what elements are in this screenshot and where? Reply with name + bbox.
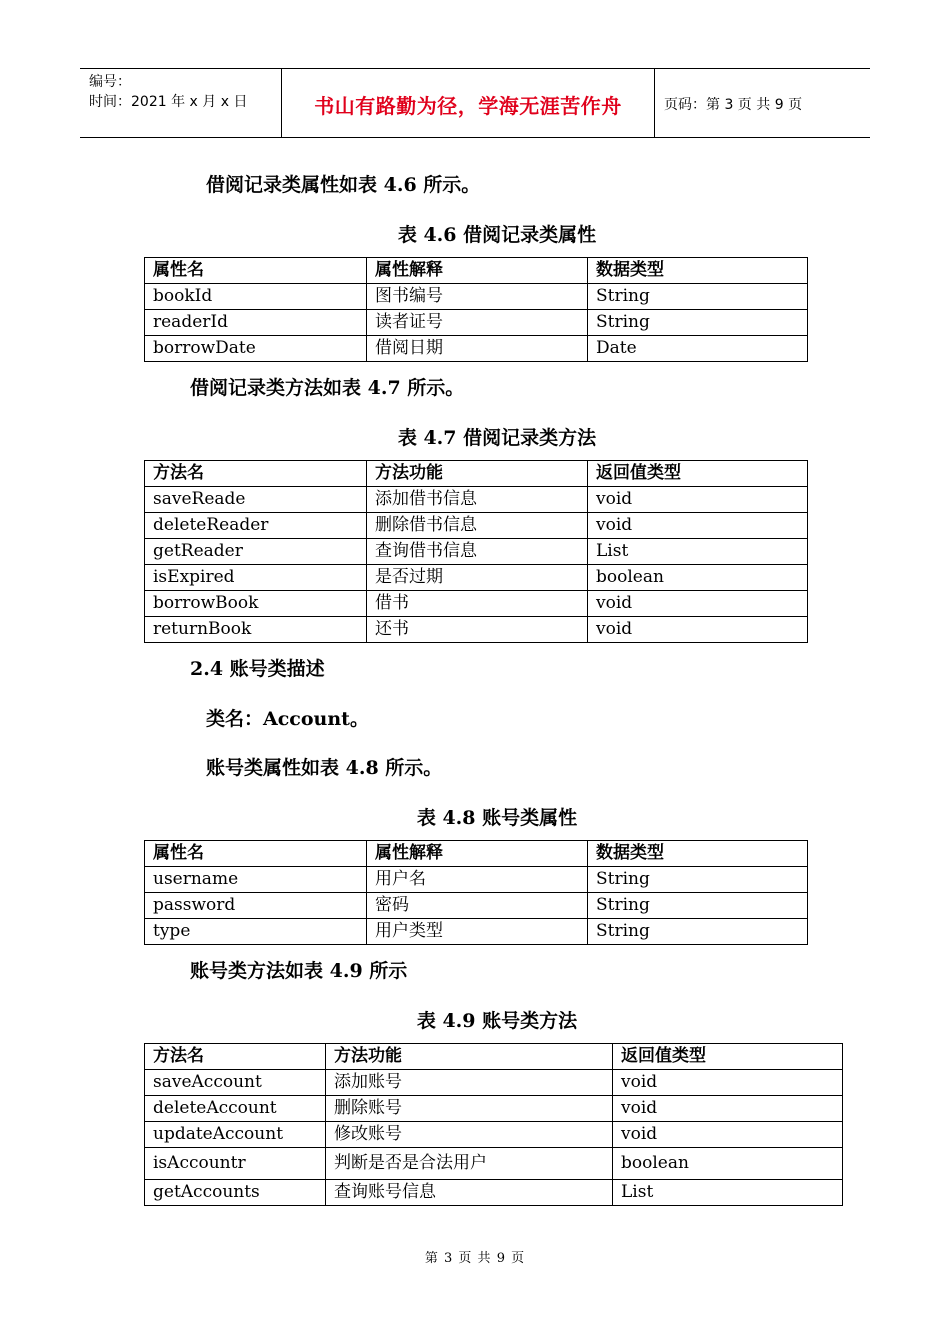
motto: 书山有路勤为径，学海无涯苦作舟 bbox=[314, 94, 622, 118]
table-cell: 用户类型 bbox=[367, 919, 588, 945]
table-cell: 借书 bbox=[367, 591, 588, 617]
table-row bbox=[145, 1148, 843, 1180]
table-cell: 查询账号信息 bbox=[326, 1180, 613, 1206]
table-cell: saveAccount bbox=[145, 1070, 326, 1096]
table-cell: 添加借书信息 bbox=[367, 487, 588, 513]
table-cell: 还书 bbox=[367, 617, 588, 643]
sec1-intro: 借阅记录类属性如表 4.6 所示。 bbox=[206, 174, 481, 196]
table-cell: isAccountr bbox=[145, 1148, 326, 1180]
table-cell: List bbox=[613, 1180, 843, 1206]
table-row bbox=[145, 919, 808, 945]
sec4-caption: 表 4.9 账号类方法 bbox=[416, 1010, 578, 1032]
table-cell: void bbox=[588, 487, 808, 513]
table-cell: void bbox=[588, 617, 808, 643]
table-cell: getAccounts bbox=[145, 1180, 326, 1206]
table-cell: 查询借书信息 bbox=[367, 539, 588, 565]
table-row bbox=[145, 539, 808, 565]
table-row bbox=[145, 867, 808, 893]
table-cell: username bbox=[145, 867, 367, 893]
table-cell: List bbox=[588, 539, 808, 565]
table-header-row bbox=[145, 841, 808, 867]
table-cell: void bbox=[588, 513, 808, 539]
table-cell: String bbox=[588, 310, 808, 336]
table-cell: type bbox=[145, 919, 367, 945]
table-cell: void bbox=[613, 1096, 843, 1122]
table-row bbox=[145, 1180, 843, 1206]
date-line: 时间：2021 年 x 月 x 日 bbox=[89, 94, 248, 110]
column-header: 属性名 bbox=[145, 841, 367, 867]
table-cell: password bbox=[145, 893, 367, 919]
page-info: 页码：第 3 页 共 9 页 bbox=[664, 97, 803, 113]
column-header: 属性解释 bbox=[367, 841, 588, 867]
table-cell: deleteAccount bbox=[145, 1096, 326, 1122]
table-row bbox=[145, 1070, 843, 1096]
header-page-cell bbox=[655, 69, 870, 137]
table-cell: boolean bbox=[588, 565, 808, 591]
table-row bbox=[145, 310, 808, 336]
table-cell: String bbox=[588, 893, 808, 919]
sec4-intro: 账号类方法如表 4.9 所示 bbox=[190, 960, 408, 982]
table-cell: 是否过期 bbox=[367, 565, 588, 591]
table-cell: borrowDate bbox=[145, 336, 367, 362]
table-row bbox=[145, 284, 808, 310]
column-header: 方法名 bbox=[145, 1044, 326, 1070]
account-attributes-table bbox=[144, 840, 808, 945]
table-cell: getReader bbox=[145, 539, 367, 565]
table-header-row bbox=[145, 461, 808, 487]
table-cell: 用户名 bbox=[367, 867, 588, 893]
table-cell: 删除账号 bbox=[326, 1096, 613, 1122]
table-cell: String bbox=[588, 867, 808, 893]
page-footer: 第 3 页 共 9 页 bbox=[424, 1251, 526, 1266]
table-cell: 借阅日期 bbox=[367, 336, 588, 362]
section-heading: 2.4 账号类描述 bbox=[190, 658, 325, 680]
table-cell: saveReade bbox=[145, 487, 367, 513]
table-cell: 删除借书信息 bbox=[367, 513, 588, 539]
table-cell: 图书编号 bbox=[367, 284, 588, 310]
account-methods-table bbox=[144, 1043, 843, 1206]
table-cell: String bbox=[588, 919, 808, 945]
table-cell: void bbox=[613, 1070, 843, 1096]
table-row bbox=[145, 513, 808, 539]
table-cell: returnBook bbox=[145, 617, 367, 643]
sec3-caption: 表 4.8 账号类属性 bbox=[416, 807, 578, 829]
column-header: 返回值类型 bbox=[588, 461, 808, 487]
table-cell: 密码 bbox=[367, 893, 588, 919]
table-cell: 修改账号 bbox=[326, 1122, 613, 1148]
table-row bbox=[145, 1096, 843, 1122]
table-header-row bbox=[145, 1044, 843, 1070]
table-row bbox=[145, 1122, 843, 1148]
table-cell: updateAccount bbox=[145, 1122, 326, 1148]
table-row bbox=[145, 487, 808, 513]
sec2-intro: 借阅记录类方法如表 4.7 所示。 bbox=[190, 377, 465, 399]
table-row bbox=[145, 893, 808, 919]
table-row bbox=[145, 591, 808, 617]
table-cell: void bbox=[588, 591, 808, 617]
table-cell: deleteReader bbox=[145, 513, 367, 539]
column-header: 方法功能 bbox=[326, 1044, 613, 1070]
table-cell: void bbox=[613, 1122, 843, 1148]
column-header: 属性名 bbox=[145, 258, 367, 284]
sec3-intro: 账号类属性如表 4.8 所示。 bbox=[206, 757, 443, 779]
header-meta bbox=[80, 69, 282, 137]
table-cell: 判断是否是合法用户 bbox=[326, 1148, 613, 1180]
column-header: 方法名 bbox=[145, 461, 367, 487]
table-cell: isExpired bbox=[145, 565, 367, 591]
table-cell: bookId bbox=[145, 284, 367, 310]
table-cell: 添加账号 bbox=[326, 1070, 613, 1096]
header-motto-cell bbox=[282, 69, 655, 137]
table-cell: 读者证号 bbox=[367, 310, 588, 336]
page-header bbox=[80, 68, 870, 138]
table-header-row bbox=[145, 258, 808, 284]
sec2-caption: 表 4.7 借阅记录类方法 bbox=[397, 427, 597, 449]
sec1-caption: 表 4.6 借阅记录类属性 bbox=[397, 224, 597, 246]
column-header: 返回值类型 bbox=[613, 1044, 843, 1070]
column-header: 方法功能 bbox=[367, 461, 588, 487]
table-cell: String bbox=[588, 284, 808, 310]
table-row bbox=[145, 565, 808, 591]
column-header: 属性解释 bbox=[367, 258, 588, 284]
number-label: 编号： bbox=[89, 74, 131, 90]
table-row bbox=[145, 617, 808, 643]
borrow-record-methods-table bbox=[144, 460, 808, 643]
table-cell: Date bbox=[588, 336, 808, 362]
column-header: 数据类型 bbox=[588, 258, 808, 284]
table-cell: readerId bbox=[145, 310, 367, 336]
borrow-record-attributes-table bbox=[144, 257, 808, 362]
column-header: 数据类型 bbox=[588, 841, 808, 867]
table-cell: boolean bbox=[613, 1148, 843, 1180]
class-name: 类名：Account。 bbox=[206, 708, 369, 730]
table-cell: borrowBook bbox=[145, 591, 367, 617]
table-row bbox=[145, 336, 808, 362]
